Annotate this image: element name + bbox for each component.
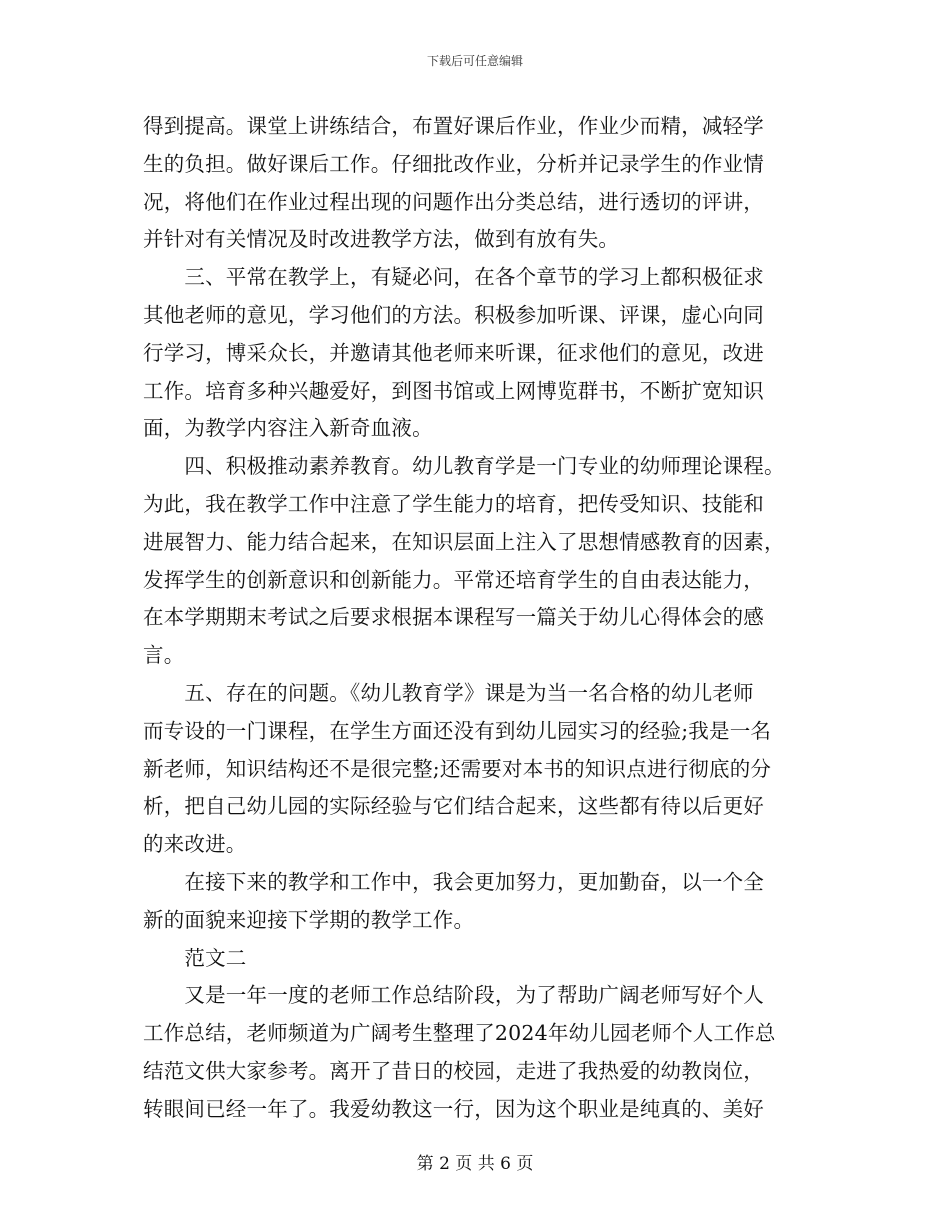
text-line: 四、积极推动素养教育。幼儿教育学是一门专业的幼师理论课程。 (143, 454, 785, 479)
text-line: 发挥学生的创新意识和创新能力。平常还培育学生的自由表达能力， (143, 567, 764, 592)
text-line: 言。 (143, 643, 185, 668)
text-line: 得到提高。课堂上讲练结合，布置好课后作业，作业少而精，减轻学 (143, 114, 764, 138)
text-line: 析，把自己幼儿园的实际经验与它们结合起来，这些都有待以后更好 (143, 794, 764, 819)
text-line: 进展智力、能力结合起来，在知识层面上注入了思想情感教育的因素， (143, 529, 785, 554)
text-line: 的来改进。 (143, 832, 247, 857)
text-line: 在本学期期末考试之后要求根据本课程写一篇关于幼儿心得体会的感 (143, 605, 764, 630)
text-line: 其他老师的意见，学习他们的方法。积极参加听课、评课，虚心向同 (143, 302, 764, 327)
text-line: 在接下来的教学和工作中，我会更加努力，更加勤奋，以一个全 (143, 869, 764, 894)
page-header: 下载后可任意编辑 (426, 54, 523, 68)
text-line: 而专设的一门课程，在学生方面还没有到幼儿园实习的经验;我是一名 (143, 718, 772, 743)
text-line: 新老师，知识结构还不是很完整;还需要对本书的知识点进行彻底的分 (143, 756, 772, 781)
text-line: 生的负担。做好课后工作。仔细批改作业，分析并记录学生的作业情 (143, 151, 764, 176)
text-line: 又是一年一度的老师工作总结阶段，为了帮助广阔老师写好个人 (143, 983, 764, 1008)
text-line: 况，将他们在作业过程出现的问题作出分类总结，进行透切的评讲， (143, 189, 764, 214)
text-line: 并针对有关情况及时改进教学方法，做到有放有失。 (143, 227, 620, 252)
text-line: 结范文供大家参考。离开了昔日的校园，走进了我热爱的幼教岗位， (143, 1058, 764, 1083)
text-line: 五、存在的问题。《幼儿教育学》课是为当一名合格的幼儿老师 (143, 680, 754, 705)
text-line: 行学习，博采众长，并邀请其他老师来听课，征求他们的意见，改进 (143, 340, 764, 365)
page-number: 第 2 页 共 6 页 (416, 1154, 534, 1174)
text-line: 转眼间已经一年了。我爱幼教这一行，因为这个职业是纯真的、美好 (143, 1096, 764, 1121)
text-line: 新的面貌来迎接下学期的教学工作。 (143, 907, 475, 932)
document-body (143, 108, 807, 1129)
text-line: 为此，我在教学工作中注意了学生能力的培育，把传受知识、技能和 (143, 491, 764, 516)
text-line: 工作。培育多种兴趣爱好，到图书馆或上网博览群书，不断扩宽知识 (143, 378, 764, 403)
section-heading: 范文二 (143, 945, 247, 970)
text-line: 三、平常在教学上，有疑必问，在各个章节的学习上都积极征求 (143, 265, 764, 290)
text-line: 面，为教学内容注入新奇血液。 (143, 416, 433, 441)
text-line: 工作总结，老师频道为广阔考生整理了2024年幼儿园老师个人工作总 (143, 1021, 776, 1046)
